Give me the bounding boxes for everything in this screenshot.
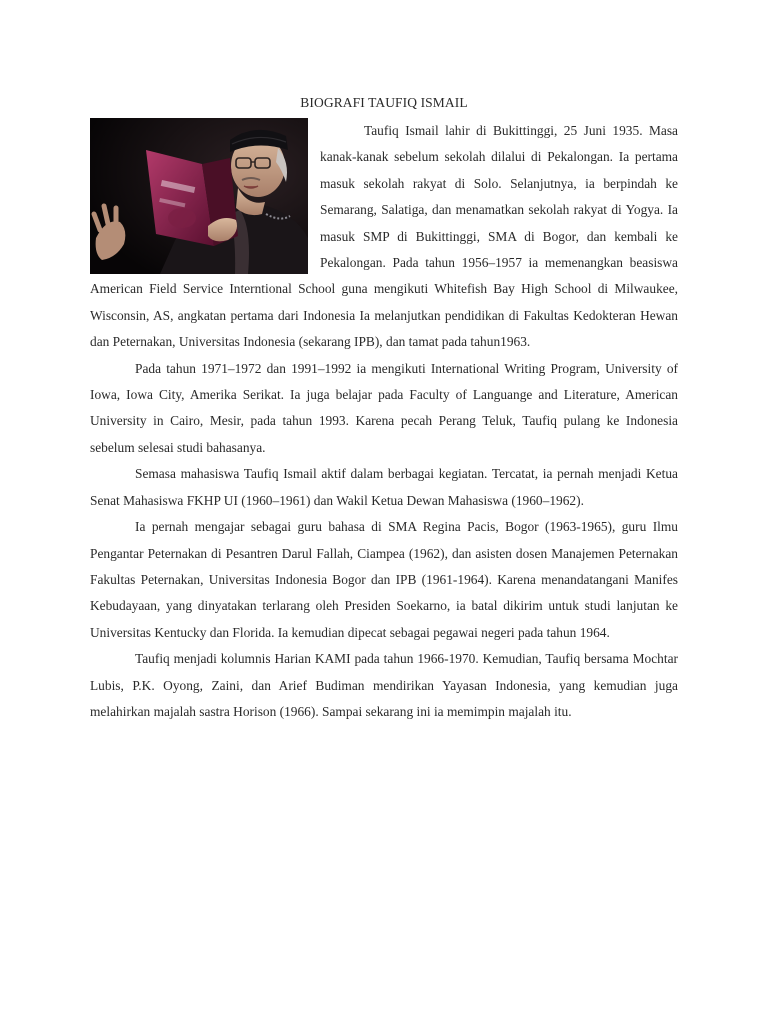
paragraph-3: Semasa mahasiswa Taufiq Ismail aktif dalam berbagai kegiatan. Tercatat, ia pernah menjadi Ketua Senat Mahasiswa FKHP UI (1960–1961) dan Wakil Ketua Dewan Mahasiswa (1960–1962). (90, 466, 678, 508)
portrait-photo (90, 118, 308, 274)
document-title: BIOGRAFI TAUFIQ ISMAIL (300, 95, 468, 110)
paragraph-2: Pada tahun 1971–1972 dan 1991–1992 ia mengikuti International Writing Program, University of Iowa, Iowa City, Amerika Serikat. Ia juga belajar pada Faculty of Languange and Literature, American University in Cairo, Mesir, pada tahun 1993. Karena pecah Perang Teluk, Taufiq pulang ke Indonesia sebelum selesai studi bahasanya. (90, 360, 678, 455)
paragraph-5: Taufiq menjadi kolumnis Harian KAMI pada tahun 1966-1970. Kemudian, Taufiq bersama Mochtar Lubis, P.K. Oyong, Zaini, dan Arief Budiman mendirikan Yayasan Indonesia, yang kemudian juga melahirkan majalah sastra Horison (1966). Sampai sekarang ini ia memimpin majalah itu. (90, 651, 678, 719)
document-body (90, 118, 678, 725)
paragraph-4: Ia pernah mengajar sebagai guru bahasa di SMA Regina Pacis, Bogor (1963-1965), guru Ilmu Pengantar Peternakan di Pesantren Darul Fallah, Ciampea (1962), dan asisten dosen Manajemen Peternakan Fakultas Peternakan, Universitas Indonesia Bogor dan IPB (1961-1964). Karena menandatangani Manifes Kebudayaan, yang dinyatakan terlarang oleh Presiden Soekarno, ia batal dikirim untuk studi lanjutan ke Universitas Kentucky dan Florida. Ia kemudian dipecat sebagai pegawai negeri pada tahun 1964. (90, 519, 678, 640)
document-page (90, 0, 678, 1024)
paragraph-1: Taufiq Ismail lahir di Bukittinggi, 25 Juni 1935. Masa kanak-kanak sebelum sekolah dilalui di Pekalongan. Ia pertama masuk sekolah rakyat di Solo. Selanjutnya, ia berpindah ke Semarang, Salatiga, dan menamatkan sekolah rakyat di Yogya. Ia masuk SMP di Bukittinggi, SMA di Bogor, dan kembali ke Pekalongan. Pada tahun 1956–1957 ia memenangkan beasiswa American Field Service Interntional School guna mengikuti Whitefish Bay High School di Milwaukee, Wisconsin, AS, angkatan pertama dari Indonesia Ia melanjutkan pendidikan di Fakultas Kedokteran Hewan dan Peternakan, Universitas Indonesia (sekarang IPB), dan tamat pada tahun1963. (90, 123, 678, 350)
